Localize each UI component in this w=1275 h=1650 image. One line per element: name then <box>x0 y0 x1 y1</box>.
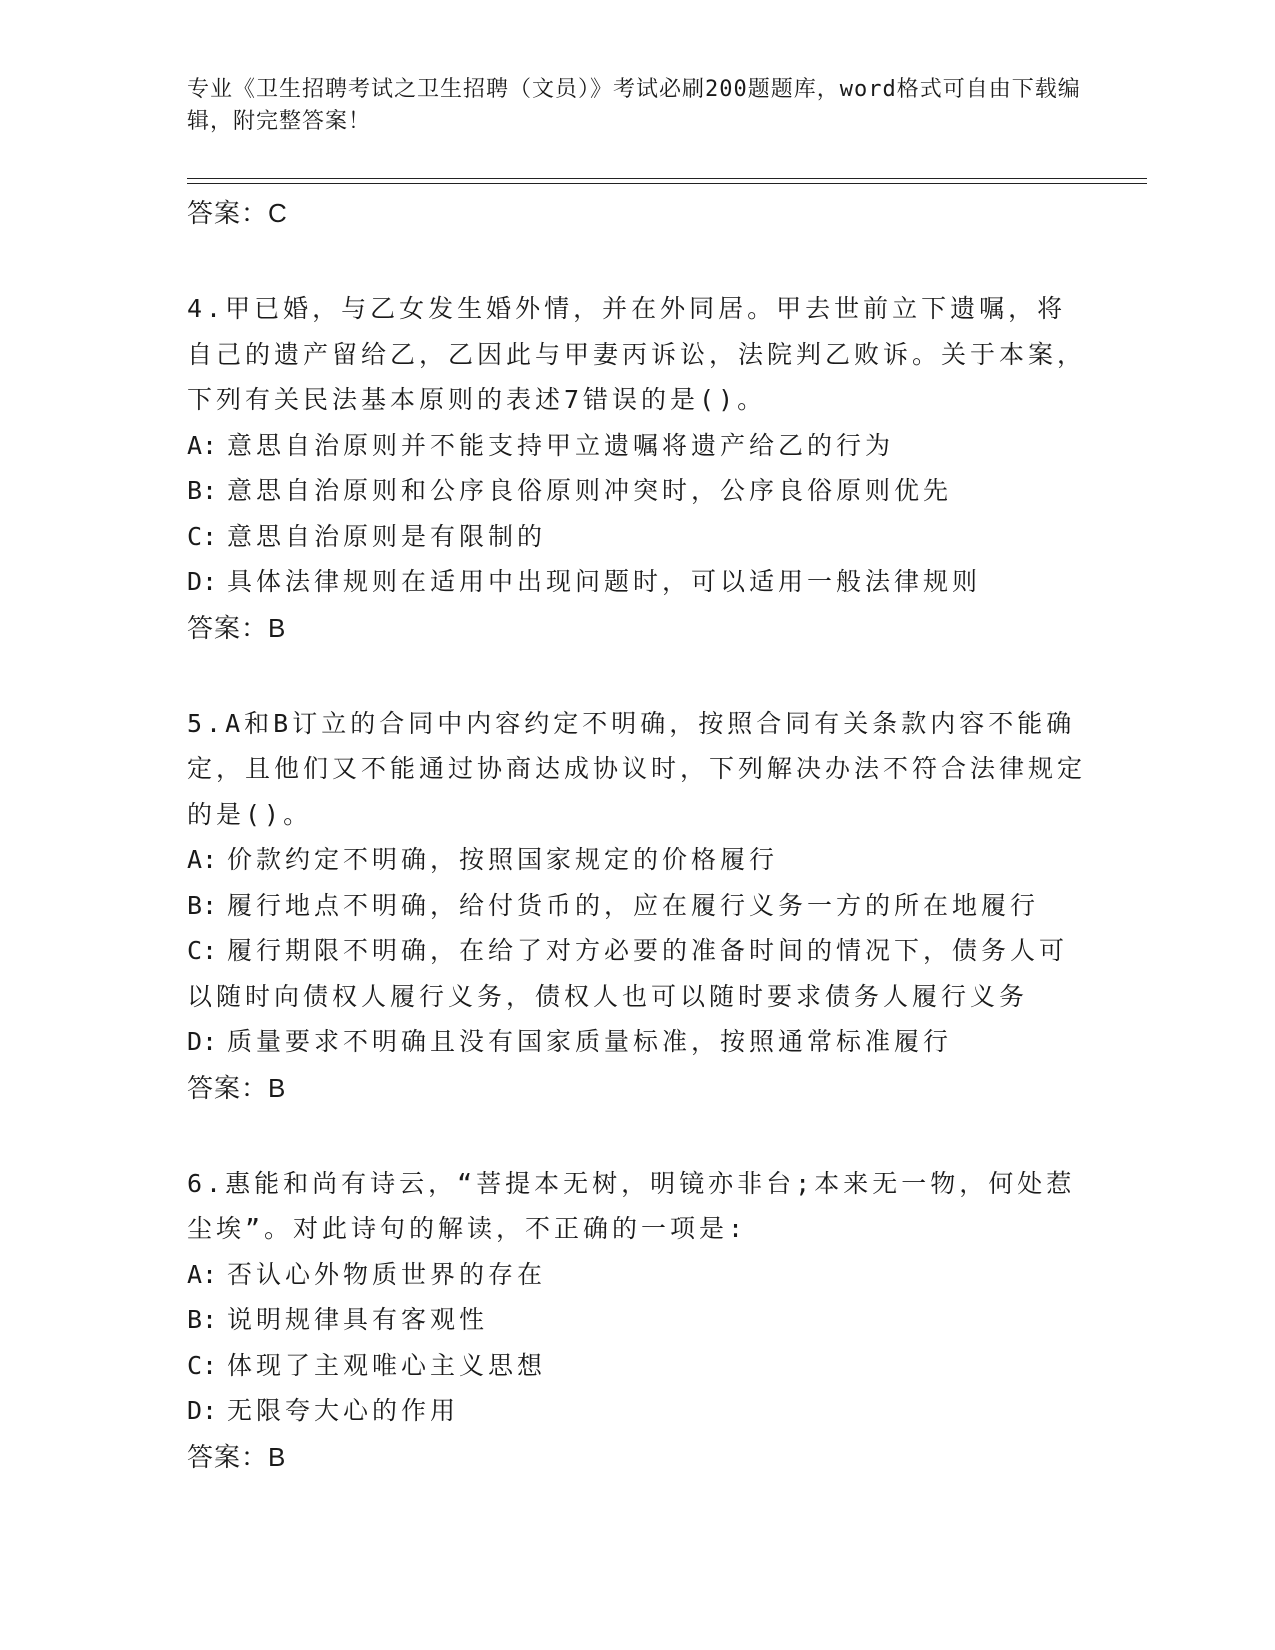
option-d <box>187 559 1087 605</box>
answer-line: 答案：B <box>187 1441 287 1472</box>
option-text: 履行地点不明确，给付货币的，应在履行义务一方的所在地履行 <box>227 890 1040 920</box>
option-key: D: <box>187 1396 218 1425</box>
option-c <box>187 928 1087 1019</box>
option-key: C: <box>187 1350 218 1380</box>
option-key: B: <box>187 1305 218 1334</box>
option-text: 体现了主观唯心主义思想 <box>227 1350 547 1380</box>
option-d <box>187 1019 1087 1065</box>
option-text: 意思自治原则和公序良俗原则冲突时，公序良俗原则优先 <box>227 476 953 505</box>
option-key: D: <box>187 1027 218 1056</box>
option-text: 说明规律具有客观性 <box>227 1305 489 1334</box>
option-key: A: <box>187 430 218 460</box>
option-c <box>187 514 1087 560</box>
option-text: 履行期限不明确，在给了对方必要的准备时间的情况下，债务人可以随时向债权人履行义务，债权人也可以随时要求债务人履行义务 <box>187 936 1069 1011</box>
question-4 <box>187 286 1087 651</box>
question-text: 5.A和B订立的合同中内容约定不明确，按照合同有关条款内容不能确定，且他们又不能通过协商达成协议时，下列解决办法不符合法律规定的是()。 <box>187 708 1087 829</box>
option-key: C: <box>187 936 218 965</box>
option-b <box>187 468 1087 514</box>
option-text: 具体法律规则在适用中出现问题时，可以适用一般法律规则 <box>227 567 982 596</box>
answer-line: 答案：C <box>187 198 288 228</box>
option-text: 否认心外物质世界的存在 <box>227 1259 547 1289</box>
option-text: 意思自治原则并不能支持甲立遗嘱将遗产给乙的行为 <box>227 430 895 460</box>
option-text: 价款约定不明确，按照国家规定的价格履行 <box>227 845 779 874</box>
option-key: A: <box>187 845 218 874</box>
answer-line: 答案：B <box>187 1072 287 1103</box>
option-a <box>187 423 1087 469</box>
option-text: 意思自治原则是有限制的 <box>227 521 547 551</box>
option-text: 无限夸大心的作用 <box>227 1396 460 1425</box>
option-key: D: <box>187 567 218 596</box>
header-divider-bottom <box>187 183 1147 184</box>
option-key: C: <box>187 521 218 551</box>
option-a <box>187 1252 1087 1298</box>
option-b <box>187 883 1087 929</box>
option-c <box>187 1343 1087 1389</box>
option-key: B: <box>187 890 218 920</box>
question-text: 6.惠能和尚有诗云，“菩提本无树，明镜亦非台;本来无一物，何处惹尘埃”。对此诗句的解读，不正确的一项是: <box>187 1168 1076 1243</box>
document-body <box>187 190 1087 1480</box>
option-d <box>187 1388 1087 1434</box>
option-a <box>187 837 1087 883</box>
answer-line: 答案：B <box>187 612 287 643</box>
option-text: 质量要求不明确且没有国家质量标准，按照通常标准履行 <box>227 1027 953 1056</box>
question-5 <box>187 701 1087 1111</box>
header-divider-top <box>187 178 1147 179</box>
option-b <box>187 1297 1087 1343</box>
question-text: 4.甲已婚，与乙女发生婚外情，并在外同居。甲去世前立下遗嘱，将自己的遗产留给乙，乙因此与甲妻丙诉讼，法院判乙败诉。关于本案，下列有关民法基本原则的表述7错误的是()。 <box>187 294 1087 414</box>
option-key: B: <box>187 476 218 505</box>
question-6 <box>187 1161 1087 1480</box>
option-key: A: <box>187 1259 218 1289</box>
document-header: 专业《卫生招聘考试之卫生招聘（文员）》考试必刷200题题库，word格式可自由下载编辑，附完整答案！ <box>187 77 1081 134</box>
